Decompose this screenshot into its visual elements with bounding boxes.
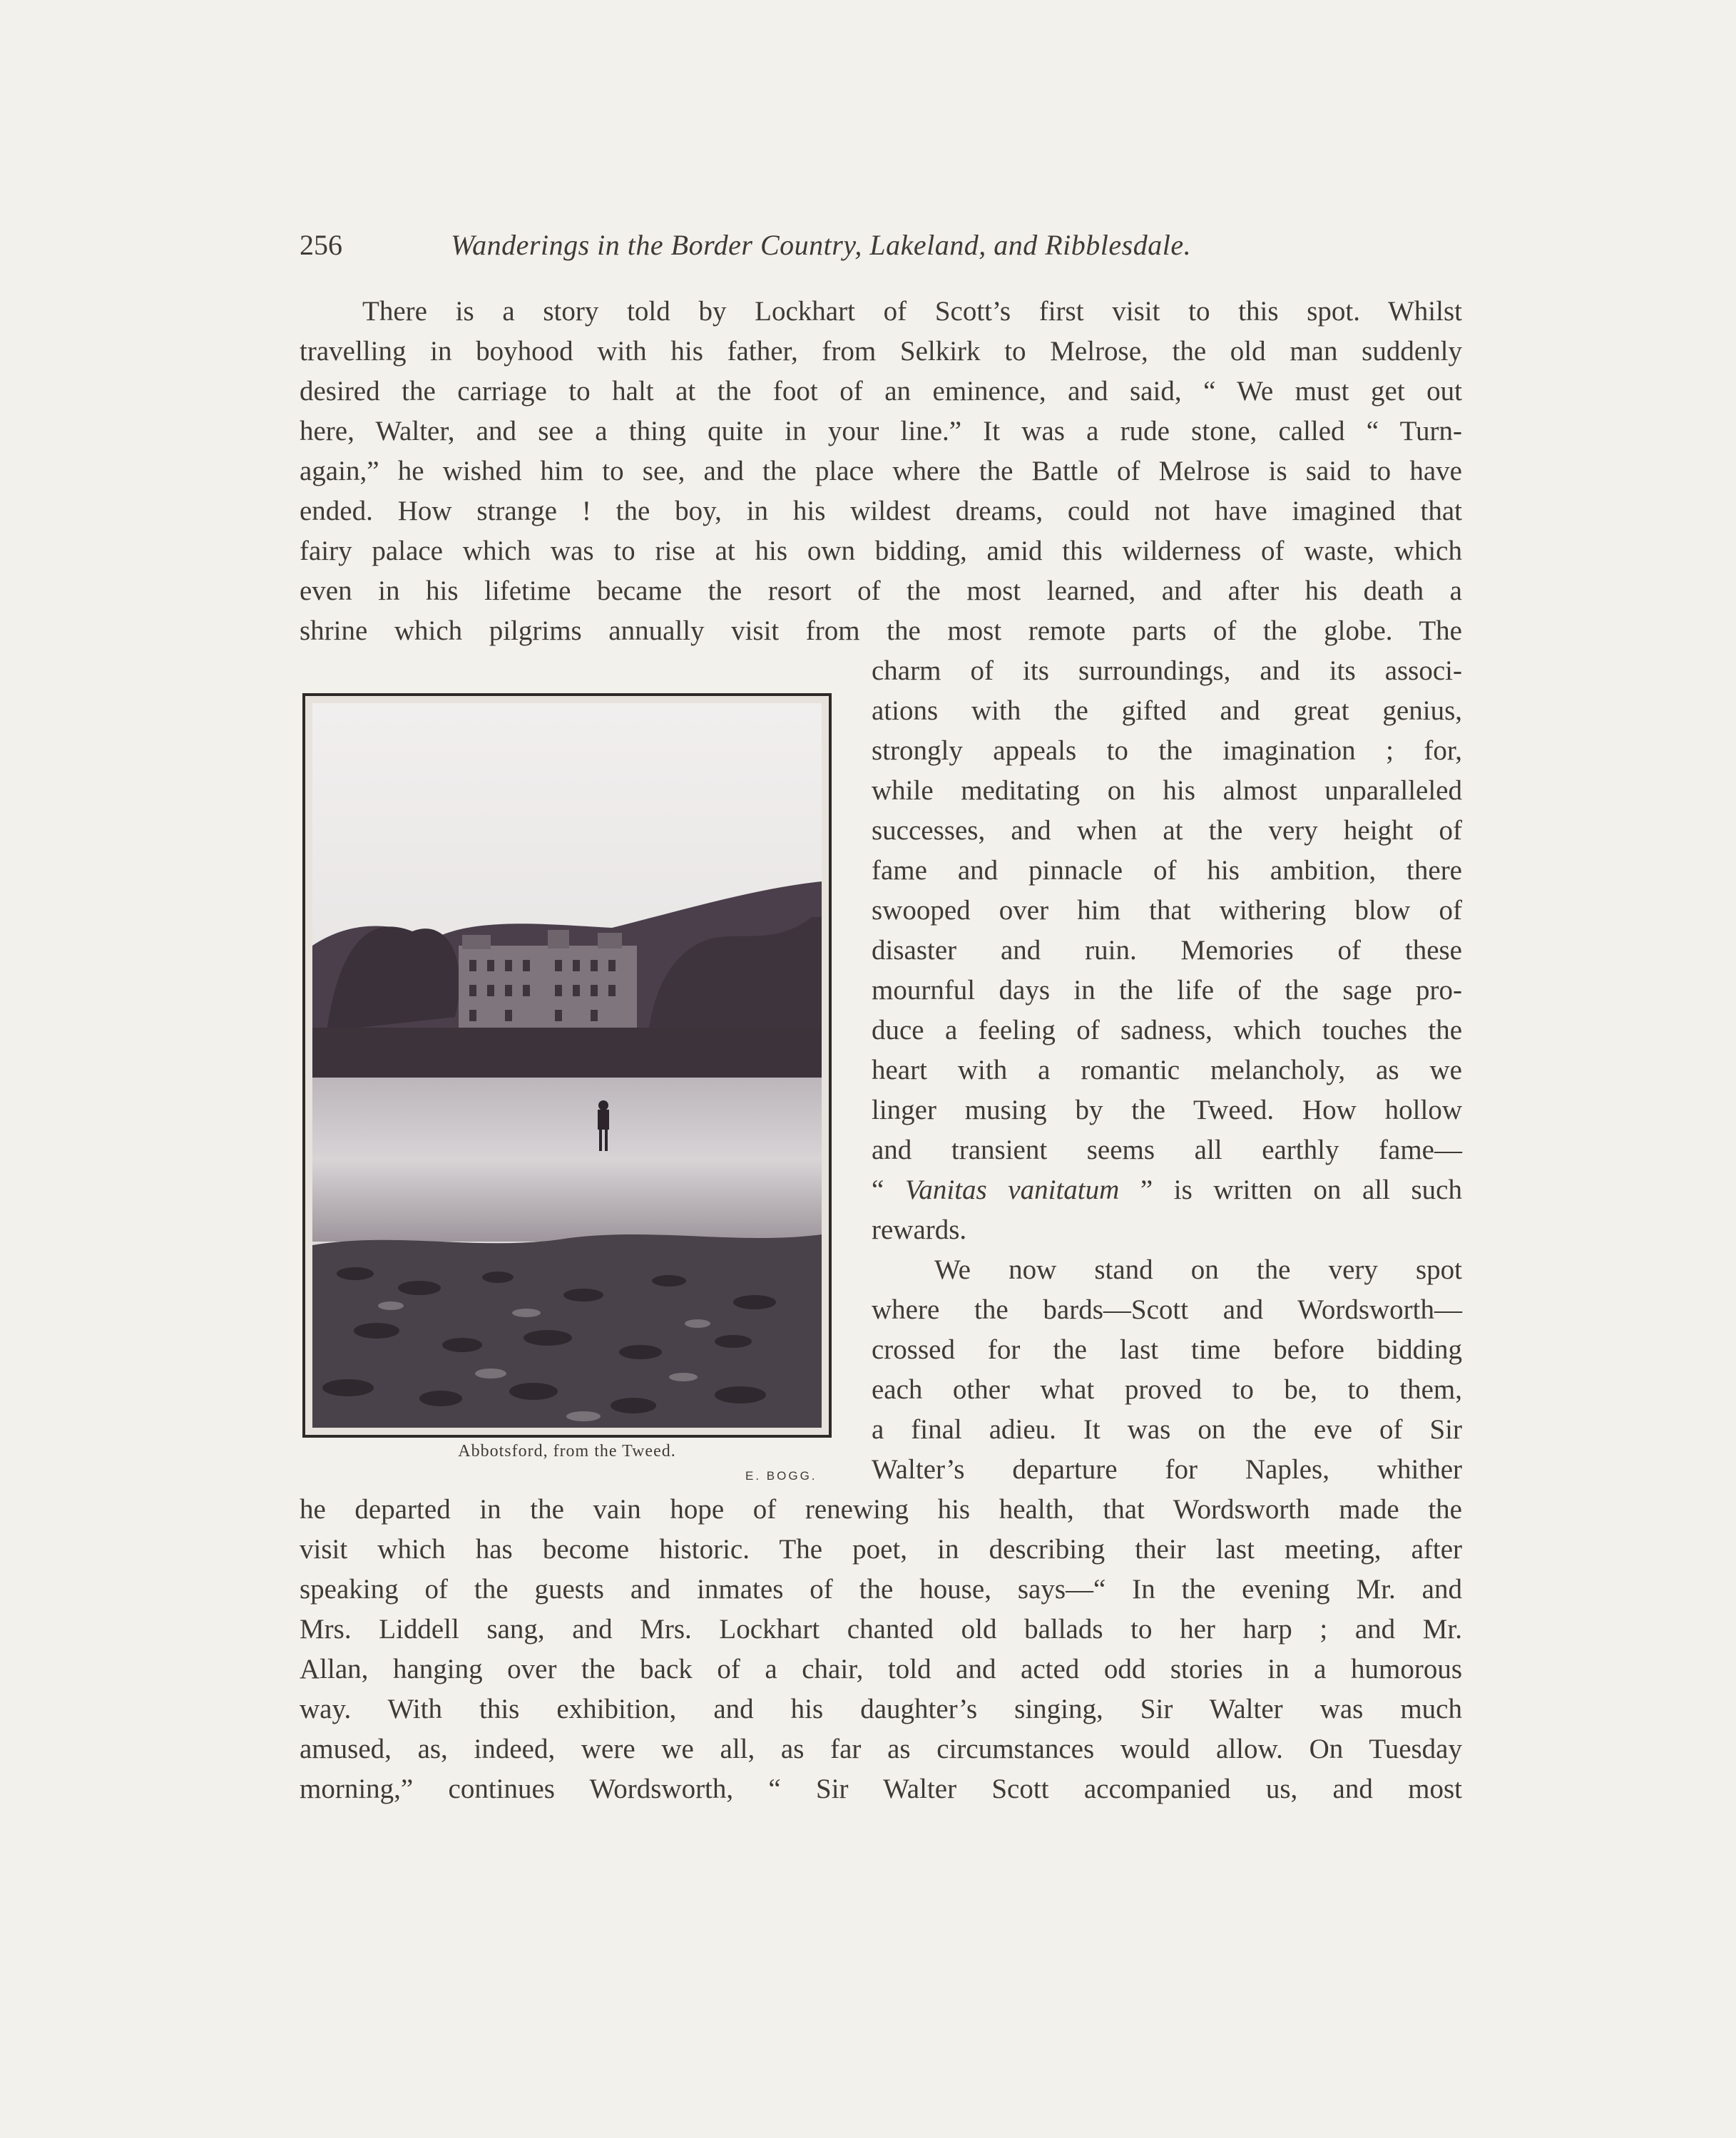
text-line: successes, and when at the very height of [872, 815, 1462, 846]
text-line: strongly appeals to the imagination ; for, [872, 735, 1462, 766]
photo-illustration [312, 703, 822, 1428]
text-line: fairy palace which was to rise at his own bidding, amid this wilderness of waste, which [300, 536, 1462, 566]
riverbank [312, 1028, 822, 1081]
text-line: each other what proved to be, to them, [872, 1374, 1462, 1405]
text-line: travelling in boyhood with his father, from Selkirk to Melrose, the old man suddenly [300, 336, 1462, 367]
text-line: even in his lifetime became the resort of the most learned, and after his death a [300, 576, 1462, 606]
text-line: desired the carriage to halt at the foot of an eminence, and said, “ We must get out [300, 376, 1462, 406]
text-line: ations with the gifted and great genius, [872, 695, 1462, 726]
text-line-open-quote: “ [872, 1175, 905, 1205]
text-line: way. With this exhibition, and his daughter’s singing, Sir Walter was much [300, 1694, 1462, 1724]
text-line: fame and pinnacle of his ambition, there [872, 855, 1462, 886]
text-line: morning,” continues Wordsworth, “ Sir Walter Scott accompanied us, and most [300, 1774, 1462, 1804]
text-line: here, Walter, and see a thing quite in your line.” It was a rude stone, called “ Turn- [300, 416, 1462, 446]
text-line: speaking of the guests and inmates of the house, says—“ In the evening Mr. and [300, 1574, 1462, 1605]
text-line: a final adieu. It was on the eve of Sir [872, 1414, 1462, 1445]
river-tweed [312, 1078, 822, 1242]
text-line: shrine which pilgrims annually visit from the most remote parts of the globe. The [300, 615, 1462, 646]
abbotsford-house [459, 930, 637, 1030]
text-line: Mrs. Liddell sang, and Mrs. Lockhart chanted old ballads to her harp ; and Mr. [300, 1614, 1462, 1645]
text-line: disaster and ruin. Memories of these [872, 935, 1462, 966]
text-line: There is a story told by Lockhart of Scott’s first visit to this spot. Whilst [362, 296, 1462, 327]
text-line: Walter’s departure for Naples, whither [872, 1454, 1462, 1485]
figure-caption: Abbotsford, from the Tweed. [458, 1442, 676, 1461]
text-line: mournful days in the life of the sage pro- [872, 975, 1462, 1006]
text-line: where the bards—Scott and Wordsworth— [872, 1294, 1462, 1325]
page-number: 256 [300, 229, 342, 261]
text-line: rewards. [872, 1214, 967, 1245]
text-line [872, 1173, 1462, 1207]
text-line: crossed for the last time before bidding [872, 1334, 1462, 1365]
text-line: We now stand on the very spot [934, 1254, 1462, 1285]
text-line: amused, as, indeed, were we all, as far as circumstances would allow. On Tuesday [300, 1734, 1462, 1764]
text-line: he departed in the vain hope of renewing his health, that Wordsworth made the [300, 1494, 1462, 1525]
text-line: Allan, hanging over the back of a chair, told and acted odd stories in a humorous [300, 1654, 1462, 1684]
text-line: linger musing by the Tweed. How hollow [872, 1095, 1462, 1125]
text-line: swooped over him that withering blow of [872, 895, 1462, 926]
text-line: and transient seems all earthly fame— [872, 1135, 1462, 1165]
running-title: Wanderings in the Border Country, Lakeland, and Ribblesdale. [451, 229, 1192, 261]
text-line: charm of its surroundings, and its associ- [872, 655, 1462, 686]
text-line: duce a feeling of sadness, which touches the [872, 1015, 1462, 1045]
text-line: heart with a romantic melancholy, as we [872, 1055, 1462, 1085]
text-line: again,” he wished him to see, and the place where the Battle of Melrose is said to have [300, 456, 1462, 486]
text-line: ended. How strange ! the boy, in his wildest dreams, could not have imagined that [300, 496, 1462, 526]
text-line-latin-phrase: Vanitas vanitatum [904, 1175, 1120, 1205]
running-header [300, 228, 1462, 271]
abbotsford-photograph [302, 693, 832, 1438]
text-line-continuation: ” is written on all such [1119, 1175, 1462, 1205]
text-line: visit which has become historic. The poet, in describing their last meeting, after [300, 1534, 1462, 1565]
text-line: while meditating on his almost unparalleled [872, 775, 1462, 806]
artist-credit: E. BOGG. [745, 1469, 817, 1483]
